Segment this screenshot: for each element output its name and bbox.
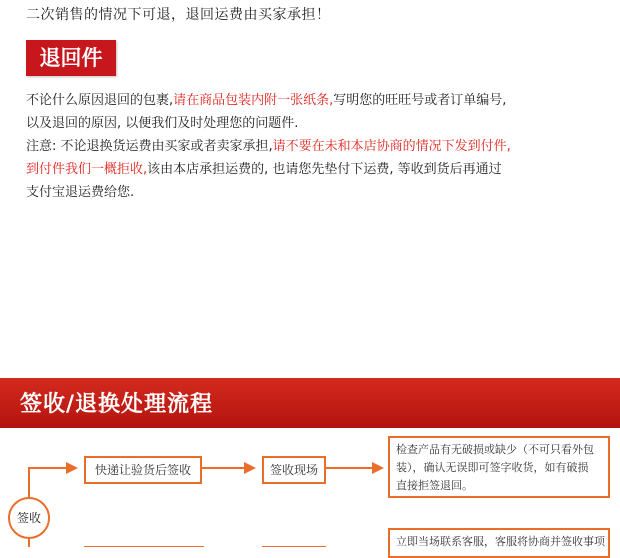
- text-highlight: 到付件我们一概拒收,: [26, 162, 148, 177]
- step4-line-1: 立即当场联系客服，客服将协商并签收事项: [396, 535, 605, 548]
- flow-step-courier-inspect: 快递让验货后签收: [84, 456, 202, 484]
- intro-line: 二次销售的情况下可退，退回运费由买家承担！: [26, 7, 331, 23]
- flow-step-signing-site: 签收现场: [262, 456, 326, 484]
- arrow-head-icon: [372, 462, 384, 474]
- process-title: 签收/退换处理流程: [20, 392, 214, 417]
- text-plain: 不论什么原因退回的包裹,: [26, 93, 174, 108]
- step3-line-3: 直接拒签退回。: [396, 479, 473, 492]
- text-plain: 注意: 不论退换货运费由买家或者卖家承担,: [26, 139, 273, 154]
- start-circle: 签收: [8, 497, 50, 539]
- arrow-head-icon: [244, 462, 256, 474]
- text-highlight: 请不要在未和本店协商的情况下发到付件,: [272, 139, 511, 154]
- text-plain: 写明您的旺旺号或者订单编号,: [333, 93, 507, 108]
- return-section-tag: 退回件: [26, 40, 116, 76]
- return-para-line-5: 支付宝退运费给您.: [26, 185, 135, 200]
- step3-line-2: 装），确认无误即可签字收货，如有破损: [396, 461, 589, 474]
- flow-step-inspect-product: [388, 436, 610, 498]
- step3-line-1: 检查产品有无破损或缺少（不可只看外包: [396, 443, 594, 456]
- arrow-head-icon: [66, 462, 78, 474]
- connector-start-branch: [29, 468, 66, 497]
- return-para-line-2: 以及退回的原因, 以便我们及时处理您的问题件.: [26, 116, 299, 131]
- text-plain: 该由本店承担运费的, 也请您先垫付下运费, 等收到货后再通过: [147, 162, 502, 177]
- flow-step-contact-service: [388, 528, 610, 558]
- text-highlight: 请在商品包装内附一张纸条,: [173, 93, 334, 108]
